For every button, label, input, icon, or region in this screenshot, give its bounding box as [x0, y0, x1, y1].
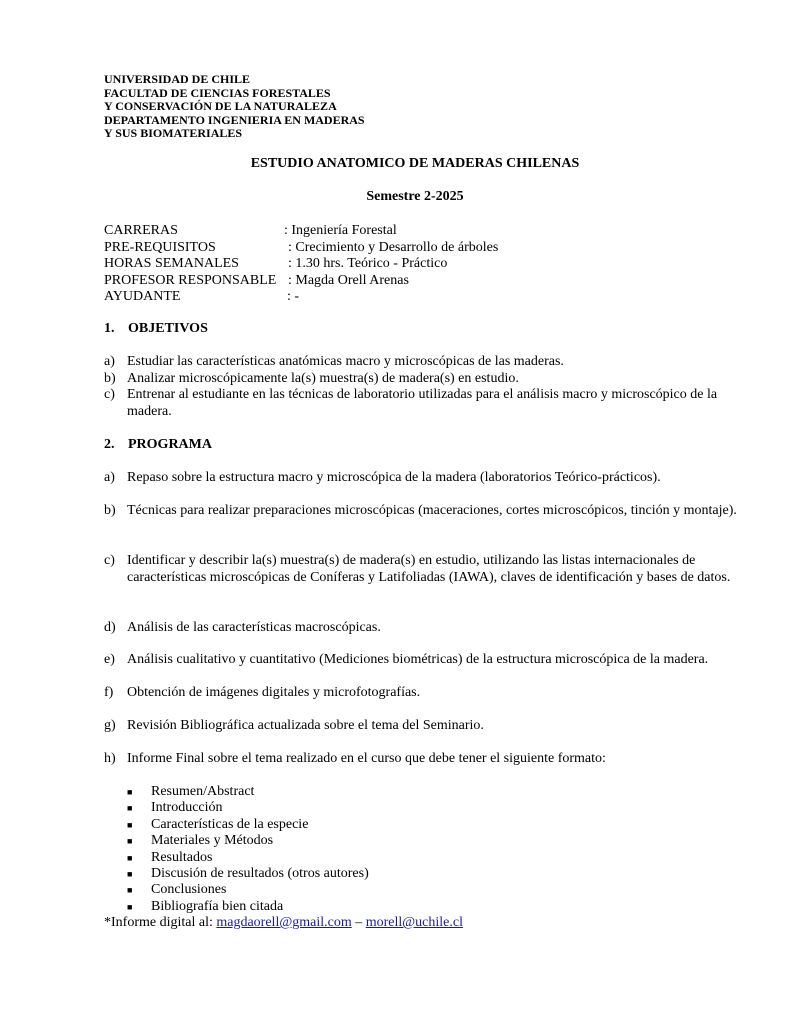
section-number: 2. — [104, 437, 115, 452]
item-text: Repaso sobre la estructura macro y microscópica de la madera (laboratorios Teórico-prácticos). — [127, 470, 661, 485]
list-item — [104, 470, 744, 487]
info-label: PROFESOR RESPONSABLE — [104, 273, 277, 288]
footer-prefix: *Informe digital al: — [104, 915, 217, 930]
info-label: PRE-REQUISITOS — [104, 240, 216, 255]
item-marker: b) — [104, 503, 116, 518]
section-title: PROGRAMA — [128, 437, 212, 452]
info-value: : - — [287, 289, 300, 304]
item-marker: c) — [104, 553, 115, 568]
item-text: Análisis cualitativo y cuantitativo (Mediciones biométricas) de la estructura microscópica de la madera. — [127, 652, 709, 667]
square-bullet-icon: ■ — [127, 820, 133, 830]
item-marker: b) — [104, 371, 116, 386]
info-value: : Magda Orell Arenas — [288, 273, 409, 288]
square-bullet-icon: ■ — [127, 803, 133, 813]
info-label: HORAS SEMANALES — [104, 256, 239, 271]
bullet-text: Resumen/Abstract — [151, 784, 255, 799]
square-bullet-icon: ■ — [127, 836, 133, 846]
item-text: Entrenar al estudiante en las técnicas de laboratorio utilizadas para el análisis macro y microscópico de la madera. — [127, 387, 718, 419]
section-title: OBJETIVOS — [128, 321, 208, 336]
list-item — [104, 685, 744, 702]
list-item — [104, 620, 744, 637]
item-marker: e) — [104, 652, 115, 667]
info-value: : Crecimiento y Desarrollo de árboles — [288, 240, 499, 255]
item-text: Análisis de las características macroscópicas. — [127, 620, 381, 635]
list-item — [104, 553, 744, 586]
info-label: CARRERAS — [104, 223, 178, 238]
bullet-text: Materiales y Métodos — [151, 833, 274, 848]
item-text: Técnicas para realizar preparaciones microscópicas (maceraciones, cortes microscópicos, tinción y montaje). — [127, 503, 737, 518]
square-bullet-icon: ■ — [127, 902, 133, 912]
list-item — [104, 652, 744, 669]
item-text: Obtención de imágenes digitales y microfotografías. — [127, 685, 421, 700]
item-marker: c) — [104, 387, 115, 402]
institution-line: Y CONSERVACIÓN DE LA NATURALEZA — [104, 99, 337, 114]
square-bullet-icon: ■ — [127, 853, 133, 863]
email-link-uchile[interactable]: morell@uchile.cl — [365, 915, 463, 930]
item-marker: a) — [104, 354, 115, 369]
list-item — [104, 503, 744, 520]
bullet-text: Discusión de resultados (otros autores) — [151, 866, 369, 881]
institution-line: DEPARTAMENTO INGENIERIA EN MADERAS — [104, 112, 365, 127]
list-item — [104, 371, 744, 388]
document-title: ESTUDIO ANATOMICO DE MADERAS CHILENAS — [250, 156, 580, 171]
footer-separator: – — [351, 915, 366, 930]
institution-header — [104, 73, 365, 141]
square-bullet-icon: ■ — [127, 885, 133, 895]
info-value: : Ingeniería Forestal — [284, 223, 397, 238]
footer-note — [104, 915, 463, 931]
bullet-text: Resultados — [151, 850, 213, 865]
list-item — [104, 751, 744, 768]
bullet-text: Bibliografía bien citada — [151, 899, 284, 914]
item-marker: g) — [104, 718, 116, 733]
square-bullet-icon: ■ — [127, 787, 133, 797]
institution-line: UNIVERSIDAD DE CHILE — [104, 72, 251, 86]
email-link-gmail[interactable]: magdaorell@gmail.com — [216, 915, 352, 930]
info-label: AYUDANTE — [104, 289, 181, 304]
bullet-text: Características de la especie — [151, 817, 309, 832]
item-marker: h) — [104, 751, 116, 766]
item-marker: d) — [104, 620, 116, 635]
list-item — [104, 354, 744, 371]
item-text: Analizar microscópicamente la(s) muestra(s) de madera(s) en estudio. — [127, 371, 519, 386]
bullet-text: Introducción — [151, 800, 223, 815]
list-item — [104, 718, 744, 735]
item-text: Revisión Bibliográfica actualizada sobre el tema del Seminario. — [127, 718, 484, 733]
square-bullet-icon: ■ — [127, 869, 133, 879]
item-text: Estudiar las características anatómicas macro y microscópicas de las maderas. — [127, 354, 564, 369]
bullet-text: Conclusiones — [151, 882, 227, 897]
list-item — [104, 387, 744, 420]
item-text: Informe Final sobre el tema realizado en el curso que debe tener el siguiente formato: — [127, 751, 606, 766]
item-marker: f) — [104, 685, 114, 700]
semester-label: Semestre 2-2025 — [366, 189, 464, 204]
item-text: Identificar y describir la(s) muestra(s) de madera(s) en estudio, utilizando las listas internacionales de características microscópicas de Coníferas y Latifoliadas (IAWA), claves de identificación y bases de datos. — [127, 553, 731, 585]
info-value: : 1.30 hrs. Teórico - Práctico — [288, 256, 448, 271]
item-marker: a) — [104, 470, 115, 485]
section-number: 1. — [104, 321, 115, 336]
institution-line: Y SUS BIOMATERIALES — [104, 126, 243, 141]
institution-line: FACULTAD DE CIENCIAS FORESTALES — [104, 85, 331, 100]
